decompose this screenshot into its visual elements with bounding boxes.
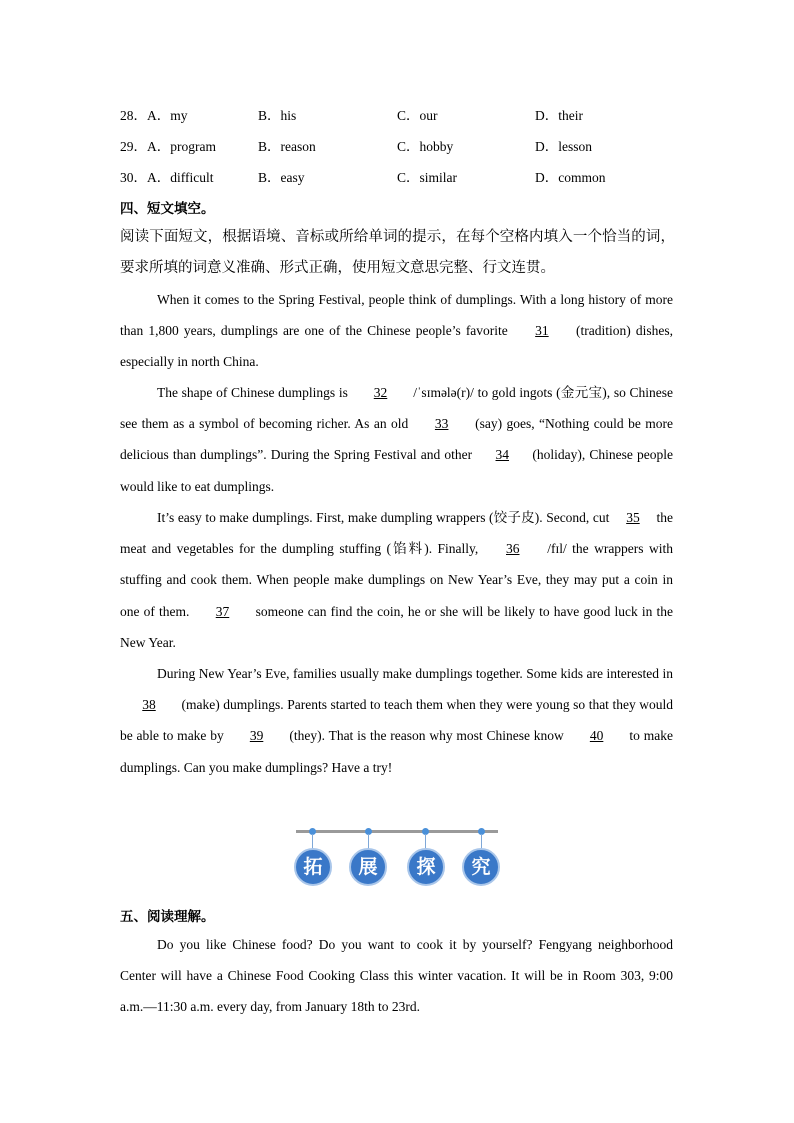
blank-36: 36: [506, 541, 520, 557]
section-4-instruction: 阅读下面短文，根据语境、音标或所给单词的提示，在每个空格内填入一个恰当的词，要求所填的词意义准确、形式正确，使用短文意思完整、行文连贯。: [120, 229, 675, 276]
banner-char-circle: 展: [349, 848, 387, 886]
passage-paragraph-4: [120, 658, 673, 783]
expand-explore-banner: [296, 828, 498, 888]
banner-char-circle: 拓: [294, 848, 332, 886]
option-d: D．lesson: [535, 139, 592, 154]
passage-text: The shape of Chinese dumplings is: [157, 385, 352, 400]
option-d: D．their: [535, 108, 583, 123]
passage-text: /fɪl/ the wrappers with stuffing and cook them. When people make dumplings on New Year’s Eve, they may put a coin in one of them.: [120, 541, 673, 619]
blank-40: 40: [589, 728, 604, 744]
passage-text: (make) dumplings. Parents started to teach them when they were young so that they would be able to make by: [120, 697, 673, 744]
passage-text: It’s easy to make dumplings. First, make dumpling wrappers (饺子皮). Second, cut: [157, 510, 613, 525]
option-c: C．our: [397, 108, 438, 123]
option-b: B．reason: [258, 139, 316, 154]
option-b: B．his: [258, 108, 297, 123]
question-28-options: [120, 104, 675, 124]
blank-35: 35: [626, 510, 640, 525]
passage-text: (they). That is the reason why most Chinese know: [285, 728, 568, 744]
passage-paragraph-3: [120, 502, 673, 658]
section-5-title: 五、阅读理解。: [120, 909, 215, 924]
passage-text: (holiday), Chinese people would like to eat dumplings.: [120, 447, 673, 494]
passage-paragraph-1: [120, 284, 673, 378]
option-a: 29．A．program: [120, 139, 216, 154]
blank-39: 39: [249, 728, 264, 744]
banner-line: [296, 830, 498, 833]
passage-text: (tradition) dishes, especially in north China.: [120, 323, 673, 370]
option-b: B．easy: [258, 170, 305, 185]
passage-text: During New Year’s Eve, families usually make dumplings together. Some kids are interested in: [157, 666, 673, 681]
question-29-options: [120, 135, 675, 155]
passage-text: to make dumplings. Can you make dumplings? Have a try!: [120, 728, 673, 775]
question-30-options: [120, 166, 675, 186]
blank-32: 32: [373, 385, 388, 400]
blank-34: 34: [495, 447, 510, 463]
passage-paragraph-2: [120, 377, 673, 502]
option-c: C．hobby: [397, 139, 454, 154]
banner-char-circle: 究: [462, 848, 500, 886]
option-a: 28．A．my: [120, 108, 188, 123]
reading-paragraph-1: Do you like Chinese food? Do you want to cook it by yourself? Fengyang neighborhood Center will have a Chinese Food Cooking Class this winter vacation. It will be in Room 303, 9:00 a.m.—11:30 a.m. every day, from January 18th to 23rd.: [120, 937, 673, 1015]
passage-text: the meat and vegetables for the dumpling stuffing (馅料). Finally,: [120, 510, 673, 557]
option-a: 30．A．difficult: [120, 170, 214, 185]
blank-38: 38: [142, 697, 156, 713]
blank-33: 33: [434, 416, 449, 432]
passage-text: /ˈsɪmələ(r)/ to gold ingots (金元宝), so Chinese see them as a symbol of becoming richer. As an old: [120, 385, 673, 432]
blank-31: 31: [535, 323, 549, 339]
section-4-title: 四、短文填空。: [120, 201, 215, 216]
blank-37: 37: [215, 603, 230, 619]
option-d: D．common: [535, 170, 606, 185]
passage-text: (say) goes, “Nothing could be more delicious than dumplings”. During the Spring Festival and other: [120, 416, 674, 463]
banner-char-circle: 探: [407, 848, 445, 886]
passage-text: When it comes to the Spring Festival, people think of dumplings. With a long history of more than 1,800 years, dumplings are one of the Chinese people’s favorite: [120, 292, 673, 339]
option-c: C．similar: [397, 170, 457, 185]
passage-text: someone can find the coin, he or she will be likely to have good luck in the New Year.: [120, 603, 673, 650]
